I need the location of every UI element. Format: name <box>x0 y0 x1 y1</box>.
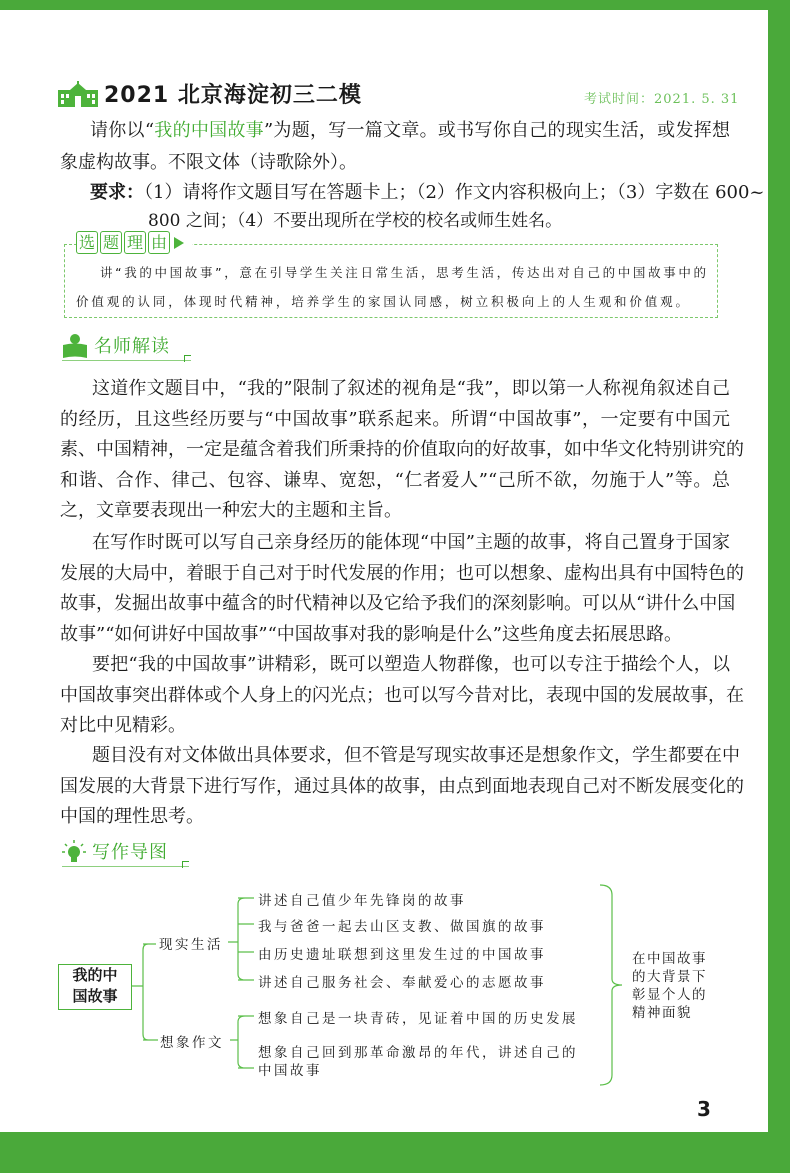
requirement-label: 要求： <box>90 182 144 203</box>
conclusion-line: 的大背景下 <box>632 969 707 985</box>
mindmap-conclusion <box>632 950 707 1022</box>
analysis-paragraph-line: 国发展的大背景下进行写作，通过具体的故事，由点到面地表现自己对不断发展变化的 <box>60 775 744 797</box>
mindmap-heading-text: 写作导图 <box>92 842 168 863</box>
analysis-paragraph-line: 和谐、合作、律己、包容、谦卑、宽恕，“仁者爱人”“己所不欲，勿施于人”等。总 <box>60 469 730 491</box>
reason-label-char: 选 <box>76 231 98 254</box>
reason-text-line: 讲“我的中国故事”，意在引导学生关注日常生活，思考生活，传达出对自己的中国故事中的 <box>100 265 706 280</box>
analysis-paragraph-line: 故事”“如何讲好中国故事”“中国故事对我的影响是什么”这些角度去拓展思路。 <box>60 623 683 645</box>
mindmap-leaf: 我与爸爸一起去山区支教、做国旗的故事 <box>258 919 546 935</box>
mindmap-leaf: 讲述自己值少年先锋岗的故事 <box>258 893 466 909</box>
page-number: 3 <box>697 1097 711 1121</box>
conclusion-line: 精神面貌 <box>632 1005 692 1021</box>
exam-title-text: 2021 北京海淀初三二模 <box>104 83 362 108</box>
analysis-paragraph-line: 要把“我的中国故事”讲精彩，既可以塑造人物群像，也可以专注于描绘个人，以 <box>92 654 730 675</box>
analysis-paragraph-line: 题目没有对文体做出具体要求，但不管是写现实故事还是想象作文，学生都要在中 <box>92 745 740 766</box>
mindmap-leaf: 想象自己是一块青砖，见证着中国的历史发展 <box>258 1011 578 1027</box>
mindmap-leaf: 由历史遗址联想到这里发生过的中国故事 <box>258 947 546 963</box>
analysis-paragraph-line: 的经历，且这些经历要与“中国故事”联系起来。所谓“中国故事”，一定要有中国元 <box>60 408 730 430</box>
mindmap-leaf: 想象自己回到那革命激昂的年代，讲述自己的 <box>258 1045 578 1061</box>
prompt-text: ”为题，写一篇文章。或书写你自己的现实生活，或发挥想 <box>263 120 731 141</box>
analysis-paragraph-line: 对比中见精彩。 <box>60 715 186 736</box>
conclusion-line: 在中国故事 <box>632 951 707 967</box>
analysis-paragraph-line: 中国故事突出群体或个人身上的闪光点；也可以写今昔对比，表现中国的发展故事，在 <box>60 684 744 706</box>
prompt-text: 请你以“ <box>90 120 155 141</box>
analysis-paragraph-line: 在写作时既可以写自己亲身经历的能体现“中国”主题的故事，将自己置身于国家 <box>92 532 730 553</box>
reason-label-char: 题 <box>100 231 122 254</box>
analysis-paragraph-line: 故事，发掘出故事中蕴含的时代精神以及它给予我们的深刻影响。可以从“讲什么中国 <box>60 593 736 614</box>
mindmap-leaf: 讲述自己服务社会、奉献爱心的志愿故事 <box>258 975 546 991</box>
prompt-line-2: 象虚构故事。不限文体（诗歌除外）。 <box>60 152 357 173</box>
reason-label-char: 理 <box>124 231 146 254</box>
exam-date: 考试时间：2021. 5. 31 <box>584 92 740 107</box>
reason-text-line: 价值观的认同，体现时代精神，培养学生的家国认同感，树立积极向上的人生观和价值观。 <box>76 294 688 309</box>
analysis-heading-text: 名师解读 <box>94 336 170 357</box>
branch-reality: 现实生活 <box>159 937 223 953</box>
analysis-paragraph-line: 素、中国精神，一定是蕴含着我们所秉持的价值取向的好故事，如中华文化特别讲究的 <box>60 439 744 460</box>
analysis-paragraph-line: 这道作文题目中，“我的”限制了叙述的视角是“我”，即以第一人称视角叙述自己 <box>92 378 730 399</box>
branch-imagination: 想象作文 <box>160 1035 224 1051</box>
requirement-line-2: 800 之间；（4）不要出现所在学校的校名或师生姓名。 <box>148 211 563 231</box>
analysis-paragraph-line: 之，文章要表现出一种宏大的主题和主旨。 <box>60 500 402 521</box>
conclusion-line: 彰显个人的 <box>632 987 707 1003</box>
root-line: 国故事 <box>72 987 118 1005</box>
mindmap-root <box>58 964 132 1010</box>
analysis-paragraph-line: 发展的大局中，着眼于自己对于时代发展的作用；也可以想象、虚构出具有中国特色的 <box>60 562 744 584</box>
requirement-text: （1）请将作文题目写在答题卡上；（2）作文内容积极向上；（3）字数在 600~ <box>144 182 765 203</box>
prompt-topic: 我的中国故事 <box>154 120 264 141</box>
reason-label-char: 由 <box>148 231 170 254</box>
root-line: 我的中 <box>72 966 118 984</box>
analysis-paragraph-line: 中国的理性思考。 <box>60 806 204 827</box>
mindmap-leaf: 中国故事 <box>258 1063 322 1079</box>
